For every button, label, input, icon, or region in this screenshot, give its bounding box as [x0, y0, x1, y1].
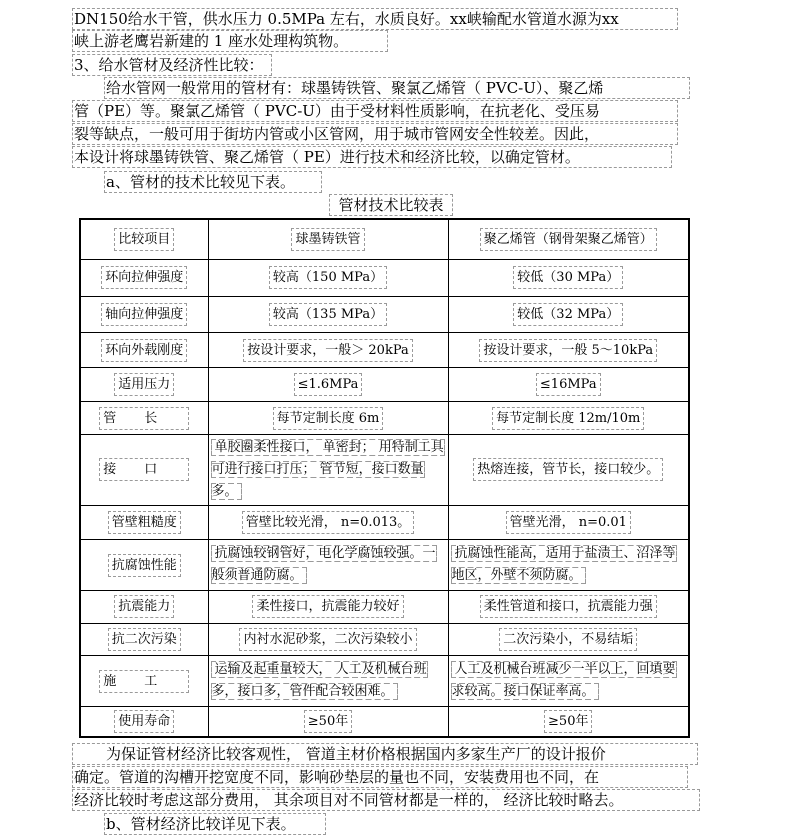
- row-pe-value: 热熔连接，管节长，接口较少。: [448, 434, 689, 505]
- header-ductile-iron: 球墨铸铁管: [208, 219, 448, 260]
- row-item: 接口: [80, 434, 208, 505]
- row-pe-value: 抗腐蚀性能高，适用于盐渍土、沼泽等地区，外壁不须防腐。: [448, 540, 689, 591]
- table-header-row: [80, 219, 689, 260]
- subheading-a: a、管材的技术比较见下表。: [104, 171, 322, 193]
- row-item: 环向外载刚度: [80, 333, 208, 368]
- row-ductile-value: 较高（135 MPa）: [208, 296, 448, 333]
- header-polyethylene: 聚乙烯管（钢骨架聚乙烯管）: [448, 219, 689, 260]
- row-ductile-value: 较高（150 MPa）: [208, 260, 448, 297]
- row-pe-value: 二次污染小，不易结垢: [448, 623, 689, 656]
- table-row: [80, 333, 689, 368]
- row-pe-value: ≤16MPa: [448, 367, 689, 402]
- row-pe-value: 管壁光滑， n=0.01: [448, 505, 689, 540]
- paragraph-1-line-1: 给水管网一般常用的管材有：球墨铸铁管、聚氯乙烯管（ PVC-U）、聚乙烯: [104, 77, 690, 99]
- table-row: [80, 540, 689, 591]
- table-row: [80, 505, 689, 540]
- intro-line-2: 峡上游老鹰岩新建的 1 座水处理构筑物。: [72, 30, 388, 52]
- row-item: 施工: [80, 656, 208, 707]
- table-row: [80, 623, 689, 656]
- table-row: [80, 367, 689, 402]
- row-pe-value: 按设计要求，一般 5～10kPa: [448, 333, 689, 368]
- row-ductile-value: 管壁比较光滑， n=0.013。: [208, 505, 448, 540]
- row-ductile-value: 按设计要求，一般＞ 20kPa: [208, 333, 448, 368]
- intro-line-1: DN150给水干管，供水压力 0.5MPa 左右，水质良好。xx峡输配水管道水源为xx: [72, 8, 678, 30]
- row-pe-value: 人工及机械台班减少一半以上，回填要求较高。接口保证率高。: [448, 656, 689, 707]
- row-pe-value: 较低（30 MPa）: [448, 260, 689, 297]
- row-ductile-value: 抗腐蚀较钢管好，电化学腐蚀较强。一般须普通防腐。: [208, 540, 448, 591]
- row-pe-value: 柔性管道和接口，抗震能力强: [448, 591, 689, 624]
- row-item: 适用压力: [80, 367, 208, 402]
- section-heading-3: 3、给水管材及经济性比较：: [72, 54, 272, 76]
- table-caption: 管材技术比较表: [329, 194, 453, 216]
- row-pe-value: 每节定制长度 12m/10m: [448, 402, 689, 435]
- table-row: [80, 707, 689, 738]
- table-row: [80, 656, 689, 707]
- row-item: 抗腐蚀性能: [80, 540, 208, 591]
- table-row: [80, 591, 689, 624]
- row-item: 管壁粗糙度: [80, 505, 208, 540]
- row-item: 管长: [80, 402, 208, 435]
- row-item: 抗震能力: [80, 591, 208, 624]
- row-ductile-value: 每节定制长度 6m: [208, 402, 448, 435]
- row-item: 环向拉伸强度: [80, 260, 208, 297]
- row-ductile-value: 运输及起重量较大， 人工及机械台班多，接口多，管件配合较困难。: [208, 656, 448, 707]
- row-ductile-value: 单胶圈柔性接口， 单密封； 用特制工具可进行接口打压； 管节短，接口数量多。: [208, 434, 448, 505]
- row-ductile-value: 柔性接口，抗震能力较好: [208, 591, 448, 624]
- paragraph-2-line-2: 确定。管道的沟槽开挖宽度不同，影响砂垫层的量也不同，安装费用也不同，在: [72, 766, 688, 788]
- row-item: 抗二次污染: [80, 623, 208, 656]
- table-row: [80, 260, 689, 297]
- row-pe-value: 较低（32 MPa）: [448, 296, 689, 333]
- table-row: [80, 296, 689, 333]
- header-item: 比较项目: [80, 219, 208, 260]
- paragraph-1-line-4: 本设计将球墨铸铁管、聚乙烯管（ PE）进行技术和经济比较，以确定管材。: [72, 146, 672, 168]
- row-pe-value: ≥50年: [448, 707, 689, 738]
- paragraph-1-line-2: 管（PE）等。聚氯乙烯管（ PVC-U）由于受材料性质影响，在抗老化、受压易: [72, 100, 678, 122]
- paragraph-2-line-1: 为保证管材经济比较客观性， 管道主材价格根据国内多家生产厂的设计报价: [72, 743, 698, 765]
- pipe-comparison-table: [79, 218, 690, 738]
- table-row: [80, 402, 689, 435]
- row-ductile-value: ≤1.6MPa: [208, 367, 448, 402]
- row-ductile-value: 内衬水泥砂浆，二次污染较小: [208, 623, 448, 656]
- paragraph-2-line-3: 经济比较时考虑这部分费用， 其余项目对不同管材都是一样的， 经济比较时略去。: [72, 789, 700, 811]
- subheading-b: b、管材经济比较详见下表。: [104, 813, 326, 835]
- paragraph-1-line-3: 裂等缺点，一般可用于街坊内管或小区管网，用于城市管网安全性较差。因此，: [72, 123, 678, 145]
- row-item: 使用寿命: [80, 707, 208, 738]
- table-row: [80, 434, 689, 505]
- row-item: 轴向拉伸强度: [80, 296, 208, 333]
- row-ductile-value: ≥50年: [208, 707, 448, 738]
